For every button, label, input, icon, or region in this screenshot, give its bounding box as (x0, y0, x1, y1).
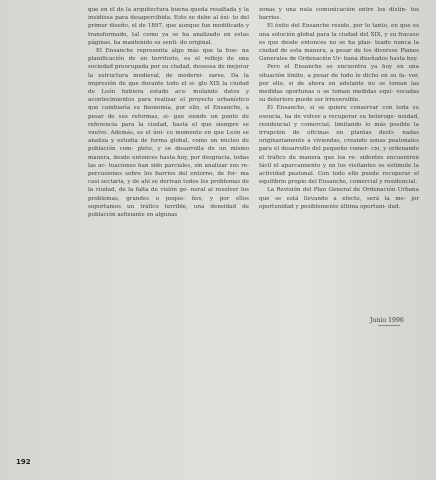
paragraph: Pero el Ensanche se encuentra ya hoy en una situación límite, a pesar de todo lo dicho en su fa- vor, por ello, si de ahora en adelante no se toman las medidas oportunas o se toman medidas equi- vocadas su deterioro puede ser irreversible. (259, 64, 419, 104)
page-number: 192 (16, 458, 31, 466)
left-text-column (88, 6, 249, 219)
paragraph: El Ensanche representa algo más que la bue- na planificación de un territorio, es el reflejo de una sociedad preocupada por su ciudad, deseosa de mejorar la estructura medieval, de moderni- zarse. Da la impresión de que durante todo el si- glo XIX la ciudad de León hubiera estado acu- mulando datos y acontecimientos para realizar el proyecto urbanístico que cambiaría su fisonomía, por ello, el Ensanche, a pesar de sus reformas, si- gue siendo un punto de referencia para la ciudad, hasta el que siempre se vuelve. Además, es el úni- co momento en que León se analiza y estudia de forma global, como un núcleo de población com- pleto, y se desarrolla de un mismo manera, desde entonces hasta hoy, por desgracia, todas las ac- tuaciones han sido parciales, sin analizar sus re- percusiones sobre los barrios del entorno, de for- ma casi sectaria, y de ahí se derivan todos los problemas de la ciudad, de la falta de visión ge- neral al resolver los problemas, grandes o peque- ños, y por ellos soportamos un tráfico terrible, una densidad de población asfixiante en algunas (88, 48, 249, 219)
paragraph: El éxito del Ensanche reside, por lo tanto, en que es una solución global para la ciudad del XIX, y su fracaso es que desde entonces no se ha plan- teado nunca la ciudad de esta manera, a pesar de los diversos Planes Generales de Ordenación Ur- bana diseñados hasta hoy. (259, 23, 419, 63)
paragraph: La Revisión del Plan General de Ordenación Urbana que se está llevando a efecto, será la me- jor oportunidad y posiblemente última oportuni- dad. (259, 187, 419, 210)
date-underline (378, 325, 400, 326)
paragraph: que en el de la arquitectura buena queda resaltada y la insidiosa para desapercibida. Esto se debe al éxi- to del primer diseño, el de 1897, que aunque fue modificado y transformado, tal como ya se ha analizado en estas páginas, ha mantenido su senti- do original. (88, 7, 249, 46)
signature-date: Junio 1996 (370, 317, 404, 324)
paragraph: zonas y una nula comunicación entre los distin- tos barrios. (259, 7, 419, 22)
paragraph: El Ensanche, si se quiere conservar con toda su esencia, ha de volver a recuperar su heteroge- neidad, residencial y comercial, limitando lo más posible la irrupción de oficinas en plantas desti- nadas originariamente a viviendas, creando zonas peatonales para el desarrollo del pequeño comer- cio, y ordenando el tráfico de manera que los re- sidentes encuentren fácil el aparcamiento y en los visitantes se estimule la actividad peatonal. Con todo ello puede recuperar el equilibrio propio del Ensanche, comercial y residencial. (259, 105, 419, 186)
right-text-column (259, 6, 419, 211)
